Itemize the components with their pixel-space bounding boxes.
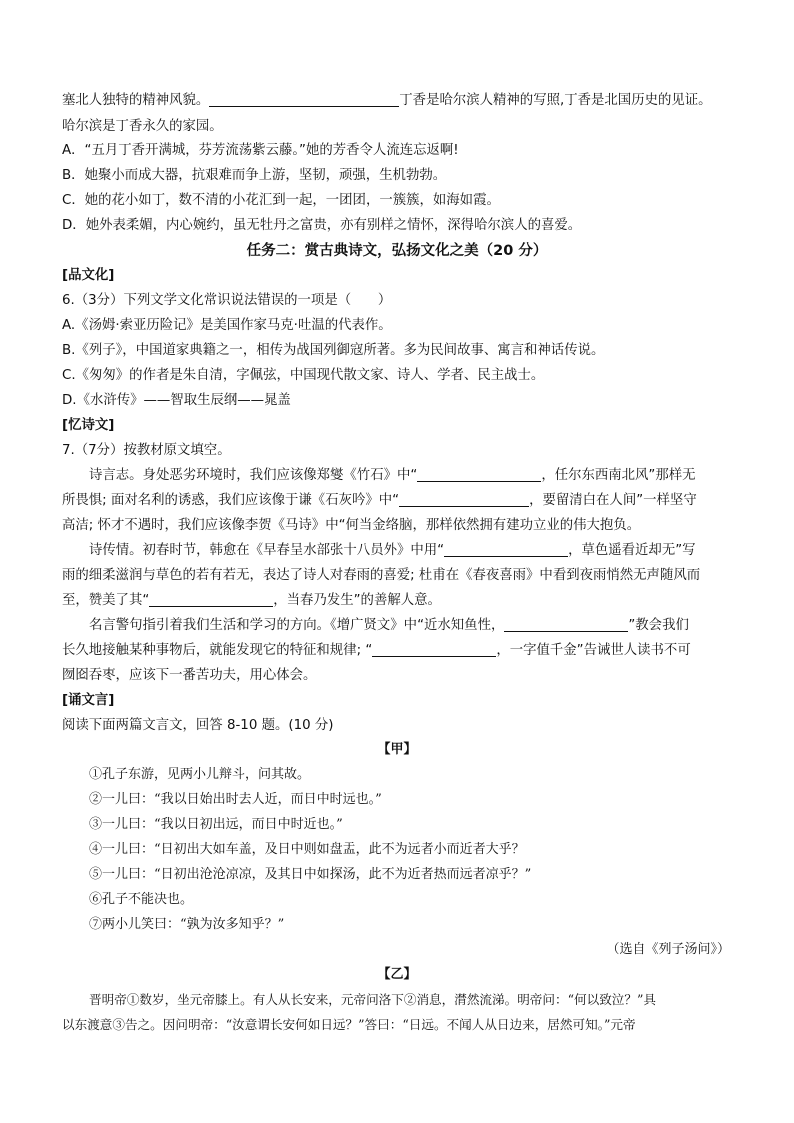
q7-p3-line3: 囫囵吞枣，应该下一番苦功夫，用心体会。 [62,668,317,683]
text-yi-line-1: 晋明帝①数岁，坐元帝膝上。有人从长安来，元帝问洛下②消息，潸然流涕。明帝问：“何以致泣？”具 [89,992,657,1007]
q7-p1-line2: 所畏惧; 面对名利的诱惑，我们应该像于谦《石灰吟》中“ ，要留清白在人间”一样坚守 [62,493,697,508]
text-jia-heading: 【甲】 [377,742,417,757]
text-jia-line: ⑦两小儿笑曰：“孰为汝多知乎？” [89,917,285,932]
section-classical: [诵文言] [62,693,115,708]
answer-blank[interactable] [149,592,273,607]
q7-stem: 7.（7分）按教材原文填空。 [62,443,231,458]
q7-p2-line1: 诗传情。初春时节，韩愈在《早春呈水部张十八员外》中用“ ，草色遥看近却无”写 [89,543,696,558]
q6-option-b: B.《列子》，中国道家典籍之一，相传为战国列御寇所著。多为民间故事、寓言和神话传说。 [62,343,605,358]
section-culture: [品文化] [62,268,115,283]
answer-blank[interactable] [209,92,399,107]
option-b: B．她聚小而成大器，抗艰难而争上游，坚韧，顽强，生机勃勃。 [62,168,447,183]
q7-p3-line2: 长久地接触某种事物后，就能发现它的特征和规律; “ ，一字值千金”告诫世人读书不可 [62,643,691,658]
q6-option-a: A.《汤姆·索亚历险记》是美国作家马克·吐温的代表作。 [62,318,392,333]
text-yi-line-2: 以东渡意③告之。因问明帝：“汝意谓长安何如日远？”答曰：“日远。不闻人从日边来，居然可知。”元帝 [62,1017,636,1032]
section-poetry: [忆诗文] [62,418,115,433]
text-jia-line: ①孔子东游，见两小儿辩斗，问其故。 [89,767,311,782]
option-d: D．她外表柔媚，内心婉约，虽无牡丹之富贵，亦有别样之情怀，深得哈尔滨人的喜爱。 [62,218,582,233]
answer-blank[interactable] [417,467,541,482]
text-jia-line: ⑤一儿曰：“日初出沧沧凉凉，及其日中如探汤，此不为近者热而远者凉乎？” [89,867,532,882]
answer-blank[interactable] [399,492,529,507]
answer-blank[interactable] [444,542,568,557]
q7-p1-line1: 诗言志。身处恶劣环境时，我们应该像郑燮《竹石》中“ ，任尔东西南北风”那样无 [89,468,696,483]
text-jia-line: ④一儿曰：“日初出大如车盖，及日中则如盘盂，此不为远者小而近者大乎？ [89,842,525,857]
text-yi-heading: 【乙】 [377,967,417,982]
text-jia-line: ②一儿曰：“我以日始出时去人近，而日中时远也。” [89,792,382,807]
intro-line-1: 塞北人独特的精神风貌。 丁香是哈尔滨人精神的写照,丁香是北国历史的见证。 [62,93,712,108]
intro-line-2: 哈尔滨是丁香永久的家园。 [62,119,223,134]
option-c: C．她的花小如丁，数不清的小花汇到一起，一团团，一簇簇，如海如霞。 [62,193,500,208]
q8-10-intro: 阅读下面两篇文言文，回答 8-10 题。(10 分) [62,718,334,733]
text-jia-line: ③一儿曰：“我以日初出远，而日中时近也。” [89,817,343,832]
q7-p2-line3: 至，赞美了其“ ，当春乃发生”的善解人意。 [62,593,441,608]
text-jia-source: （选自《列子汤问》） [606,942,730,957]
q6-stem: 6.（3分）下列文学文化常识说法错误的一项是（ ） [62,293,392,308]
answer-blank[interactable] [504,617,628,632]
q7-p2-line2: 雨的细柔滋润与草色的若有若无，表达了诗人对春雨的喜爱; 杜甫在《春夜喜雨》中看到夜雨悄然无声随风而 [62,568,701,583]
q6-option-d: D.《水浒传》——智取生辰纲——晁盖 [62,393,291,408]
q7-p1-line3: 高洁; 怀才不遇时，我们应该像李贺《马诗》中“何当金络脑，那样依然拥有建功立业的伟大抱负。 [62,518,641,533]
q6-option-c: C.《匆匆》的作者是朱自清，字佩弦，中国现代散文家、诗人、学者、民主战士。 [62,368,545,383]
task2-title: 任务二：赏古典诗文，弘扬文化之美（20 分） [246,243,548,259]
text-jia-line: ⑥孔子不能决也。 [89,892,194,907]
answer-blank[interactable] [372,642,496,657]
option-a: A．“五月丁香开满城，芬芳流荡紫云藤。”她的芳香令人流连忘返啊! [62,143,459,158]
q7-p3-line1: 名言警句指引着我们生活和学习的方向。《增广贤文》中“近水知鱼性， ”教会我们 [89,618,689,633]
